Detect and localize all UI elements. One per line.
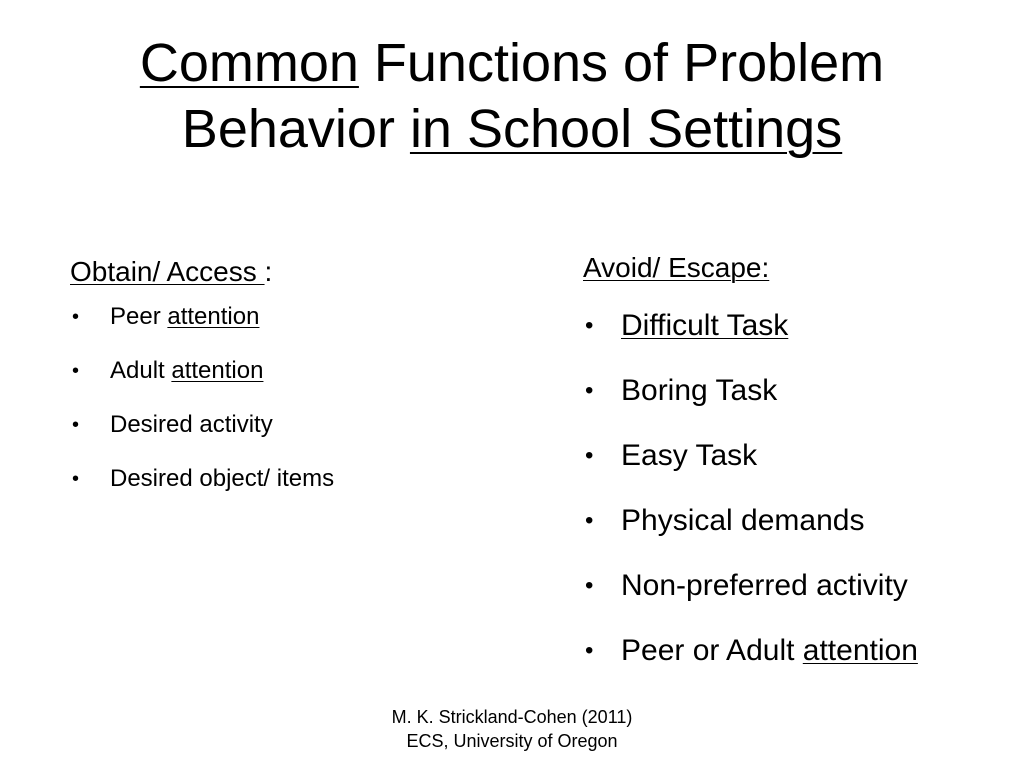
list-item-text: Desired activity (110, 411, 273, 438)
list-item-text: Peer or Adult (621, 634, 803, 667)
list-item-underlined: attention (167, 303, 260, 330)
list-item (583, 436, 1013, 476)
title-school-settings-underlined: in School Settings (409, 99, 843, 159)
title-line-1-rest: Functions of Problem (358, 33, 885, 93)
list-item-underlined: attention (802, 634, 918, 667)
bullet-icon: • (72, 414, 80, 436)
list-item (583, 631, 1013, 671)
obtain-access-heading (70, 252, 530, 292)
list-item-text: Non-preferred activity (621, 569, 908, 602)
obtain-access-heading-colon: : (264, 256, 273, 287)
bullet-icon: • (72, 360, 80, 382)
list-item (583, 371, 1013, 411)
title-line-2 (40, 96, 984, 162)
obtain-access-column (70, 252, 530, 518)
bullet-icon: • (585, 377, 594, 404)
list-item-text: Boring Task (621, 374, 778, 407)
list-item-underlined: attention (171, 357, 264, 384)
bullet-icon: • (585, 507, 594, 534)
title-line-1 (40, 30, 984, 96)
obtain-access-list (70, 302, 530, 494)
footer-affiliation: ECS, University of Oregon (406, 731, 618, 751)
bullet-icon: • (585, 637, 594, 664)
bullet-icon: • (72, 306, 80, 328)
list-item-text: Easy Task (621, 439, 758, 472)
title-line-2-plain: Behavior (181, 99, 410, 159)
footer-citation (312, 705, 712, 753)
list-item (70, 410, 530, 440)
obtain-access-heading-text: Obtain/ Access (70, 256, 265, 287)
list-item-text: Peer (110, 303, 168, 330)
bullet-icon: • (585, 442, 594, 469)
slide-title (40, 30, 984, 162)
avoid-escape-column (583, 248, 1013, 696)
list-item (70, 302, 530, 332)
bullet-icon: • (585, 312, 594, 339)
footer-author: M. K. Strickland-Cohen (2011) (391, 707, 633, 727)
avoid-escape-list (583, 306, 1013, 671)
list-item-text: Physical demands (621, 504, 865, 537)
title-common-underlined: Common (139, 33, 359, 93)
list-item-text: Desired object/ items (110, 465, 335, 492)
avoid-escape-heading (583, 248, 1013, 288)
list-item (583, 501, 1013, 541)
list-item (583, 306, 1013, 346)
bullet-icon: • (585, 572, 594, 599)
list-item (70, 464, 530, 494)
avoid-escape-heading-text: Avoid/ Escape: (583, 252, 770, 283)
bullet-icon: • (72, 468, 80, 490)
list-item (70, 356, 530, 386)
list-item (583, 566, 1013, 606)
list-item-text: Adult (110, 357, 172, 384)
list-item-underlined: Difficult Task (621, 309, 789, 342)
